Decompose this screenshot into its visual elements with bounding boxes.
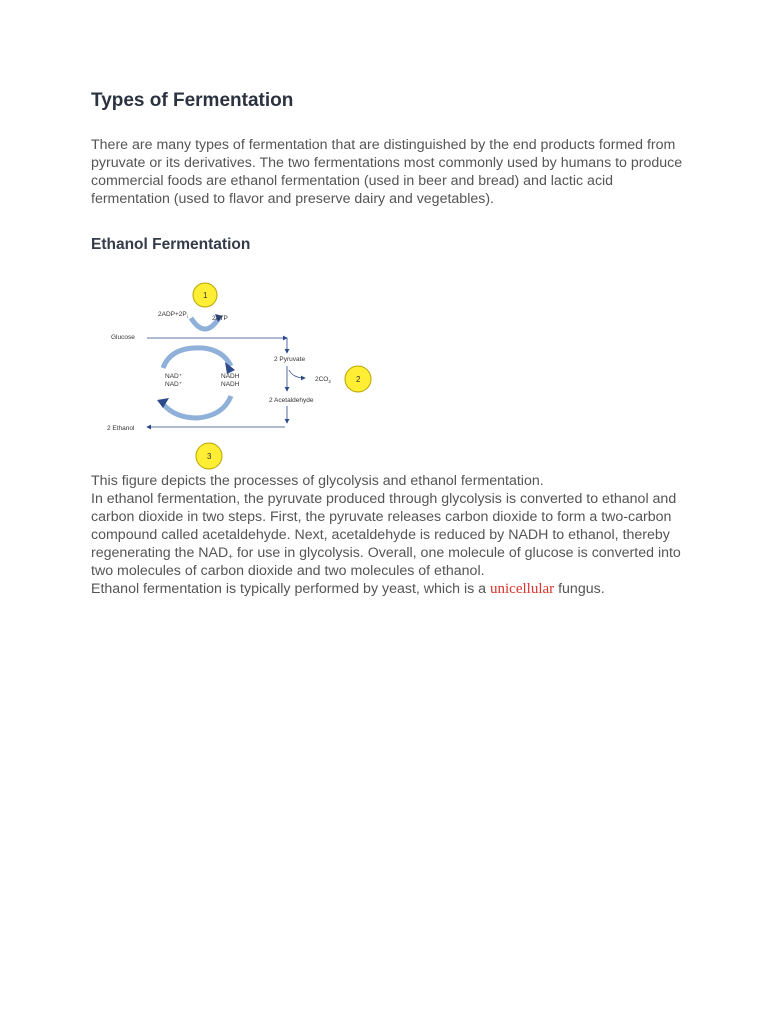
- nad-plus-label-1: NAD⁺: [165, 373, 183, 380]
- fermentation-figure: [91, 278, 391, 472]
- atp-label: 2ATP: [212, 315, 228, 322]
- intro-paragraph: There are many types of fermentation that are distinguished by the end products formed from pyruvate or its derivatives. The two fermentations most commonly used by humans to produce commercial foods are ethanol fermentation (used in beer and bread) and lactic acid fermentation (used to flavor and preserve dairy and vegetables).: [91, 137, 683, 207]
- ethanol-paragraph: In ethanol fermentation, the pyruvate produced through glycolysis is converted to ethanol and carbon dioxide in two steps. First, the pyruvate releases carbon dioxide to form a two-carbon compound called acetaldehyde. Next, acetaldehyde is reduced by NADH to ethanol, thereby regenerating the NAD+ for use in glycolysis. Overall, one molecule of glucose is converted into two molecules of carbon dioxide and two molecules of ethanol.: [91, 491, 681, 579]
- ethanol-label: 2 Ethanol: [107, 425, 135, 432]
- glucose-label: Glucose: [111, 334, 135, 341]
- pyruvate-label: 2 Pyruvate: [274, 356, 306, 363]
- acetaldehyde-label: 2 Acetaldehyde: [269, 397, 314, 404]
- page-title: Types of Fermentation: [91, 90, 294, 111]
- nadh-label-1: NADH: [221, 373, 240, 380]
- fermentation-diagram: [91, 278, 391, 472]
- nadh-to-nad-arrow: [163, 396, 231, 418]
- adp-label: $2ADP+2P_i$: [158, 311, 188, 319]
- co2-arrow: [289, 370, 305, 378]
- nadh-label-2: NADH: [221, 381, 240, 388]
- step-1-label: 1: [203, 291, 208, 300]
- unicellular-link[interactable]: unicellular: [490, 581, 555, 597]
- nad-plus-label-2: NAD⁺: [165, 381, 183, 388]
- figure-caption: This figure depicts the processes of glycolysis and ethanol fermentation.: [91, 473, 544, 489]
- body-text: [91, 472, 691, 598]
- nad-to-nadh-arrow: [163, 348, 231, 368]
- co2-label: $2CO_2$: [315, 376, 331, 384]
- section-title: Ethanol Fermentation: [91, 236, 251, 253]
- step-2-label: 2: [356, 375, 361, 384]
- yeast-paragraph: Ethanol fermentation is typically performed by yeast, which is a unicellular fungus.: [91, 581, 605, 597]
- step-3-label: 3: [207, 452, 212, 461]
